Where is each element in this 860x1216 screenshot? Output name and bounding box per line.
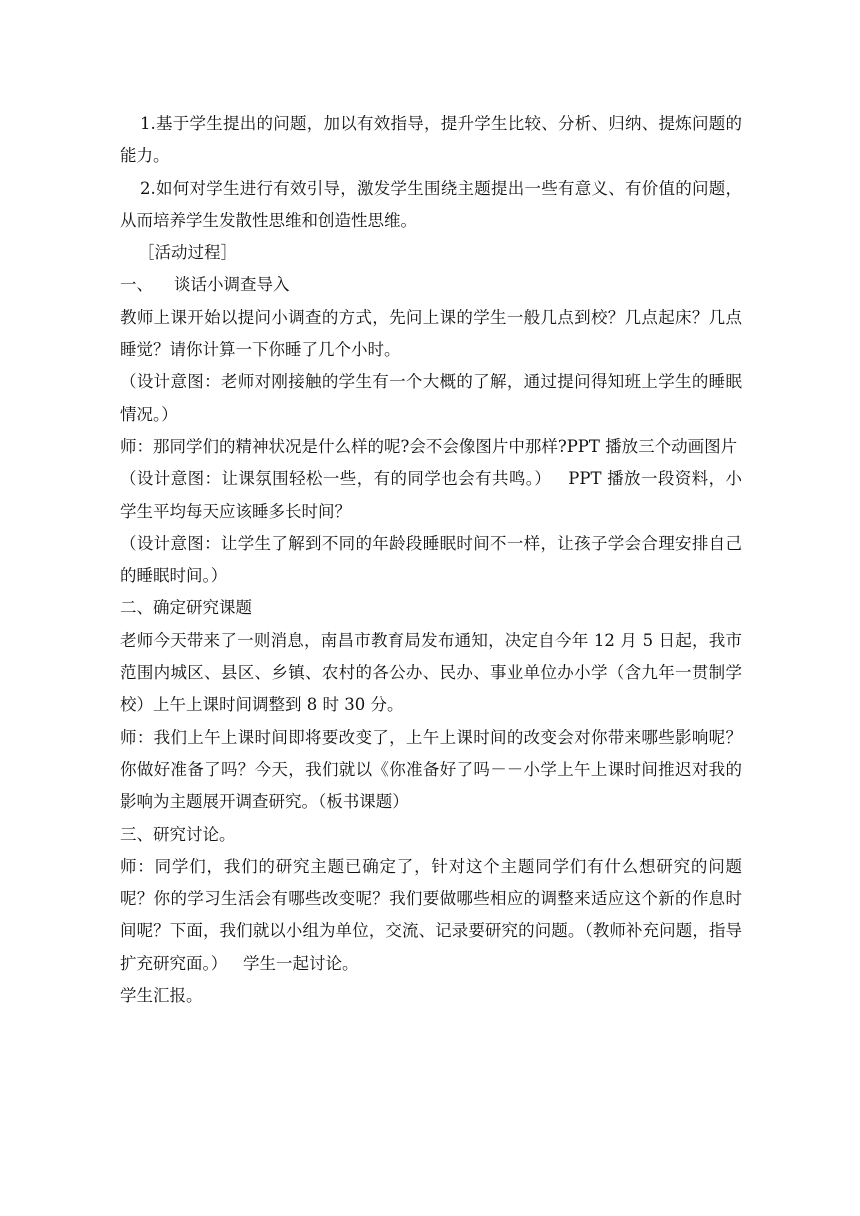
news-paragraph: 老师今天带来了一则消息，南昌市教育局发布通知，决定自今年 12 月 5 日起，我市范围内城区、县区、乡镇、农村的各公办、民办、事业单位办小学（含九年一贯制学校）上午上课时间调整到 8 时 30 分。 (120, 630, 742, 715)
teacher-topic-paragraph: 师：我们上午上课时间即将要改变了，上午上课时间的改变会对你带来哪些影响呢？你做好准备了吗？今天，我们就以《你准备好了吗－－小学上午上课时间推迟对我的影响为主题展开调查研究。（板书课题） (120, 727, 742, 812)
document-body (120, 108, 742, 1012)
section-heading-3: 三、研究讨论。 (120, 824, 236, 844)
section-heading-2: 二、确定研究课题 (120, 598, 252, 618)
design-intent-2: （设计意图：让课氛围轻松一些，有的同学也会有共鸣。） PPT 播放一段资料，小学生平均每天应该睡多长时间？ (120, 469, 742, 521)
activity-process-heading: ［活动过程］ (138, 243, 237, 263)
design-intent-3: （设计意图：让学生了解到不同的年龄段睡眠时间不一样，让孩子学会合理安排自己的睡眠时间。） (120, 533, 742, 586)
student-report-paragraph: 学生汇报。 (120, 986, 203, 1006)
goal-paragraph-2: 2.如何对学生进行有效引导，激发学生围绕主题提出一些有意义、有价值的问题，从而培养学生发散性思维和创造性思维。 (120, 178, 742, 230)
design-intent-1: （设计意图：老师对刚接触的学生有一个大概的了解，通过提问得知班上学生的睡眠情况。） (120, 372, 742, 424)
survey-intro-paragraph: 教师上课开始以提问小调查的方式，先问上课的学生一般几点到校？几点起床？几点睡觉？请你计算一下你睡了几个小时。 (120, 307, 742, 360)
section-heading-1: 一、 谈话小调查导入 (120, 275, 290, 295)
teacher-question-1: 师：那同学们的精神状况是什么样的呢?会不会像图片中那样?PPT 播放三个动画图片 (120, 436, 738, 456)
discussion-paragraph: 师：同学们，我们的研究主题已确定了，针对这个主题同学们有什么想研究的问题呢？你的学习生活会有哪些改变呢？我们要做哪些相应的调整来适应这个新的作息时间呢？下面，我们就以小组为单位，交流、记录要研究的问题。（教师补充问题，指导扩充研究面。） 学生一起讨论。 (120, 856, 742, 973)
goal-paragraph-1: 1.基于学生提出的问题，加以有效指导，提升学生比较、分析、归纳、提炼问题的能力。 (120, 114, 742, 166)
